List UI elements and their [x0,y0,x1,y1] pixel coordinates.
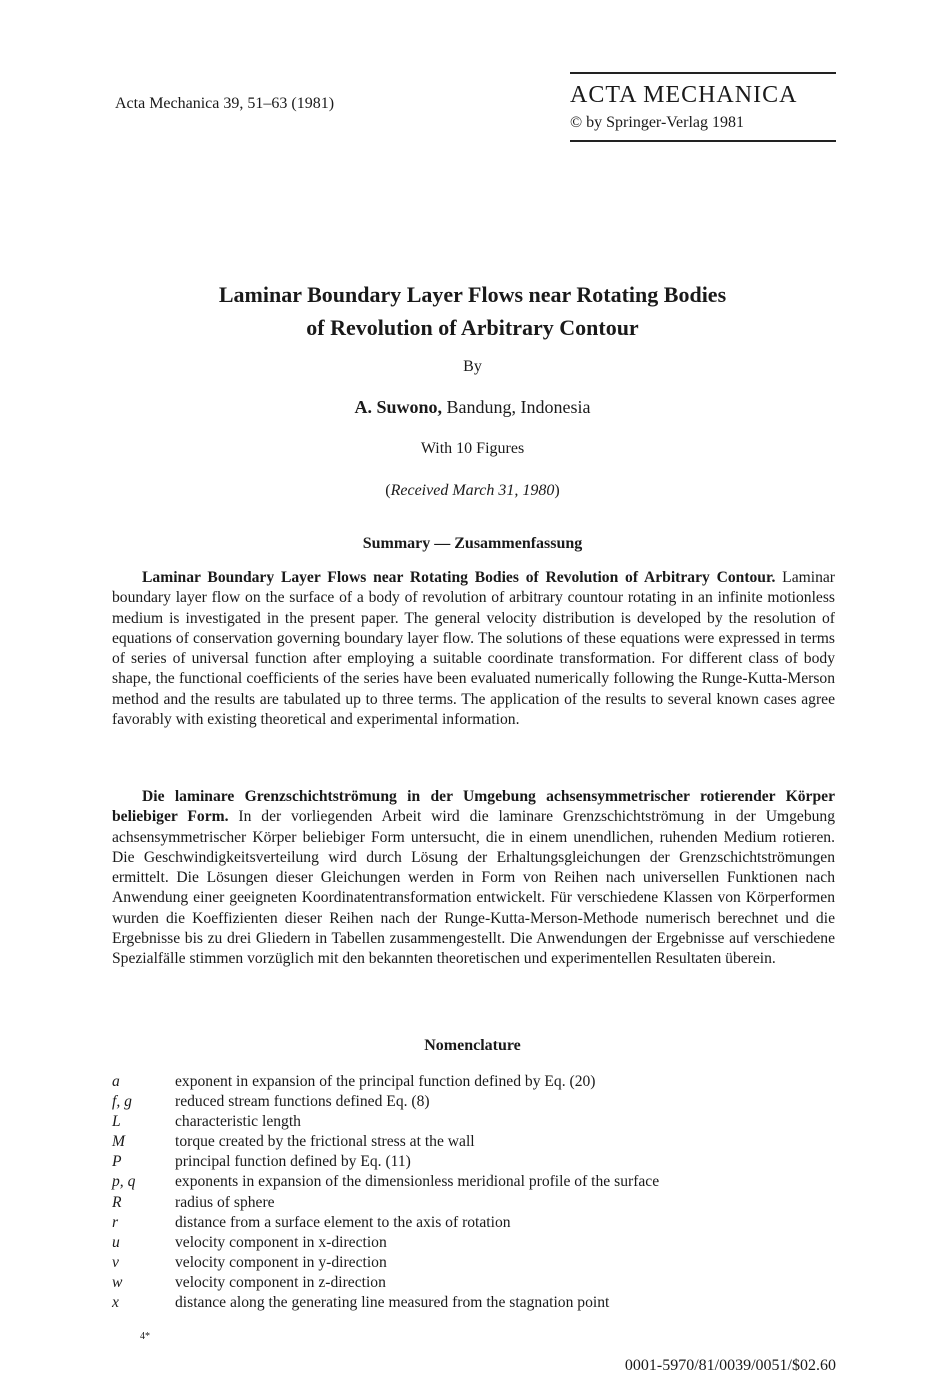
nomenclature-definition: distance from a surface element to the axis of rotation [175,1213,511,1231]
by-label: By [463,358,482,375]
nomenclature-symbol: L [112,1113,121,1131]
summary-heading: Summary — Zusammenfassung [362,535,583,552]
figure-count: With 10 Figures [420,440,525,457]
author-affiliation: Bandung, Indonesia [446,397,591,417]
german-summary-title: Die laminare Grenzschichtströmung in der Umgebung achsensymmetrischer rotierender Körper beliebiger Form. [112,788,835,826]
nomenclature-definition: principal function defined by Eq. (11) [175,1153,411,1171]
nomenclature-symbol: x [112,1294,119,1312]
masthead-bottom-rule [570,140,836,142]
german-summary [112,787,835,970]
nomenclature-definition: exponent in expansion of the principal function defined by Eq. (20) [175,1073,596,1090]
german-summary-text: In der vorliegenden Arbeit wird die laminare Grenzschichtströmung in der Umgebung achsensymmetrischer Körper beliebiger Form untersucht, die in einem unendlichen, ruhenden Medium rotieren. Die Geschwindigkeitsverteilung wird durch Lösung der Erhaltungsgleichungen der Grenzschichtströmungen ermittelt. Die Lösungen dieser Gleichungen werden in Form von Reihen nach universellen Funktionen nach Anwendung einer geeigneten Koordinatentransformation entwickelt. Für verschiedene Klassen von Körperformen wurden die Koeffizienten dieser Reihen nach der Runge-Kutta-Merson-Methode numerisch berechnet und die Ergebnisse bis zu drei Gliedern in Tabellen zusammengestellt. Die Anwendungen der Ergebnisse auf verschiedene Spezialfälle stimmen vorzüglich mit den bekannten theoretischen und experimentellen Resultaten überein. [112,808,836,968]
nomenclature-definition: velocity component in x-direction [175,1233,387,1251]
nomenclature-entry [112,1213,835,1233]
journal-citation: Acta Mechanica 39, 51–63 (1981) [115,95,335,112]
nomenclature-symbol: M [112,1133,125,1151]
nomenclature-symbol: a [112,1073,120,1090]
nomenclature-entry [112,1132,835,1152]
nomenclature-entry [112,1193,835,1213]
nomenclature-definition: velocity component in y-direction [175,1253,387,1271]
nomenclature-entry [112,1112,835,1132]
copyright-line: © by Springer-Verlag 1981 [570,114,745,131]
article-code: 0001-5970/81/0039/0051/$02.60 [624,1357,836,1374]
received-date: (Received March 31, 1980) [385,482,560,499]
nomenclature-entry [112,1092,835,1112]
nomenclature-entry [112,1152,835,1172]
nomenclature-heading: Nomenclature [424,1037,521,1054]
nomenclature-symbol: f, g [112,1093,132,1111]
nomenclature-symbol: v [112,1253,119,1271]
nomenclature-definition: torque created by the frictional stress at the wall [175,1133,475,1151]
nomenclature-definition: distance along the generating line measured from the stagnation point [175,1294,610,1312]
english-summary [112,568,835,730]
nomenclature-definition: reduced stream functions defined Eq. (8) [175,1093,430,1111]
masthead-top-rule [570,72,836,74]
nomenclature-entry [112,1072,835,1092]
nomenclature-symbol: u [112,1233,120,1251]
title-line-1: Laminar Boundary Layer Flows near Rotating Bodies [218,282,727,307]
author-name: A. Suwono, [354,397,443,417]
nomenclature-entry [112,1293,835,1313]
nomenclature-entry [112,1253,835,1273]
journal-name: ACTA MECHANICA [570,82,798,108]
nomenclature-symbol: R [112,1193,122,1211]
nomenclature-definition: characteristic length [175,1113,301,1131]
nomenclature-list [112,1072,835,1313]
nomenclature-symbol: r [112,1213,119,1231]
journal-masthead [570,72,836,142]
english-summary-text: Laminar boundary layer flow on the surface of a body of revolution of arbitrary countour rotating in an infinite motionless medium is investigated in the present paper. The general velocity distribution is developed by the resolution of equations of conservation governing boundary layer flow. The solutions of these equations were expressed in terms of series of universal function after employing a suitable coordinate transformation. For different class of body shape, the functional coefficients of the series have been evaluated numerically following the Runge-Kutta-Merson method and the results are tabulated up to three terms. The application of the results to several known cases agree favorably with existing theoretical and experimental information. [112,569,835,729]
nomenclature-symbol: w [112,1273,123,1291]
title-line-2: of Revolution of Arbitrary Contour [306,315,639,340]
paper-title [0,278,945,344]
english-summary-title: Laminar Boundary Layer Flows near Rotating Bodies of Revolution of Arbitrary Contour. [142,569,776,586]
nomenclature-definition: velocity component in z-direction [175,1273,386,1291]
page-signature-mark: 4* [140,1331,150,1342]
nomenclature-definition: exponents in expansion of the dimensionless meridional profile of the surface [175,1173,660,1191]
nomenclature-entry [112,1233,835,1253]
received-text: Received March 31, 1980 [390,482,555,499]
nomenclature-entry [112,1273,835,1293]
author-line [0,397,945,418]
nomenclature-symbol: P [112,1153,122,1171]
nomenclature-definition: radius of sphere [175,1193,275,1211]
nomenclature-entry [112,1172,835,1192]
nomenclature-symbol: p, q [112,1173,136,1191]
